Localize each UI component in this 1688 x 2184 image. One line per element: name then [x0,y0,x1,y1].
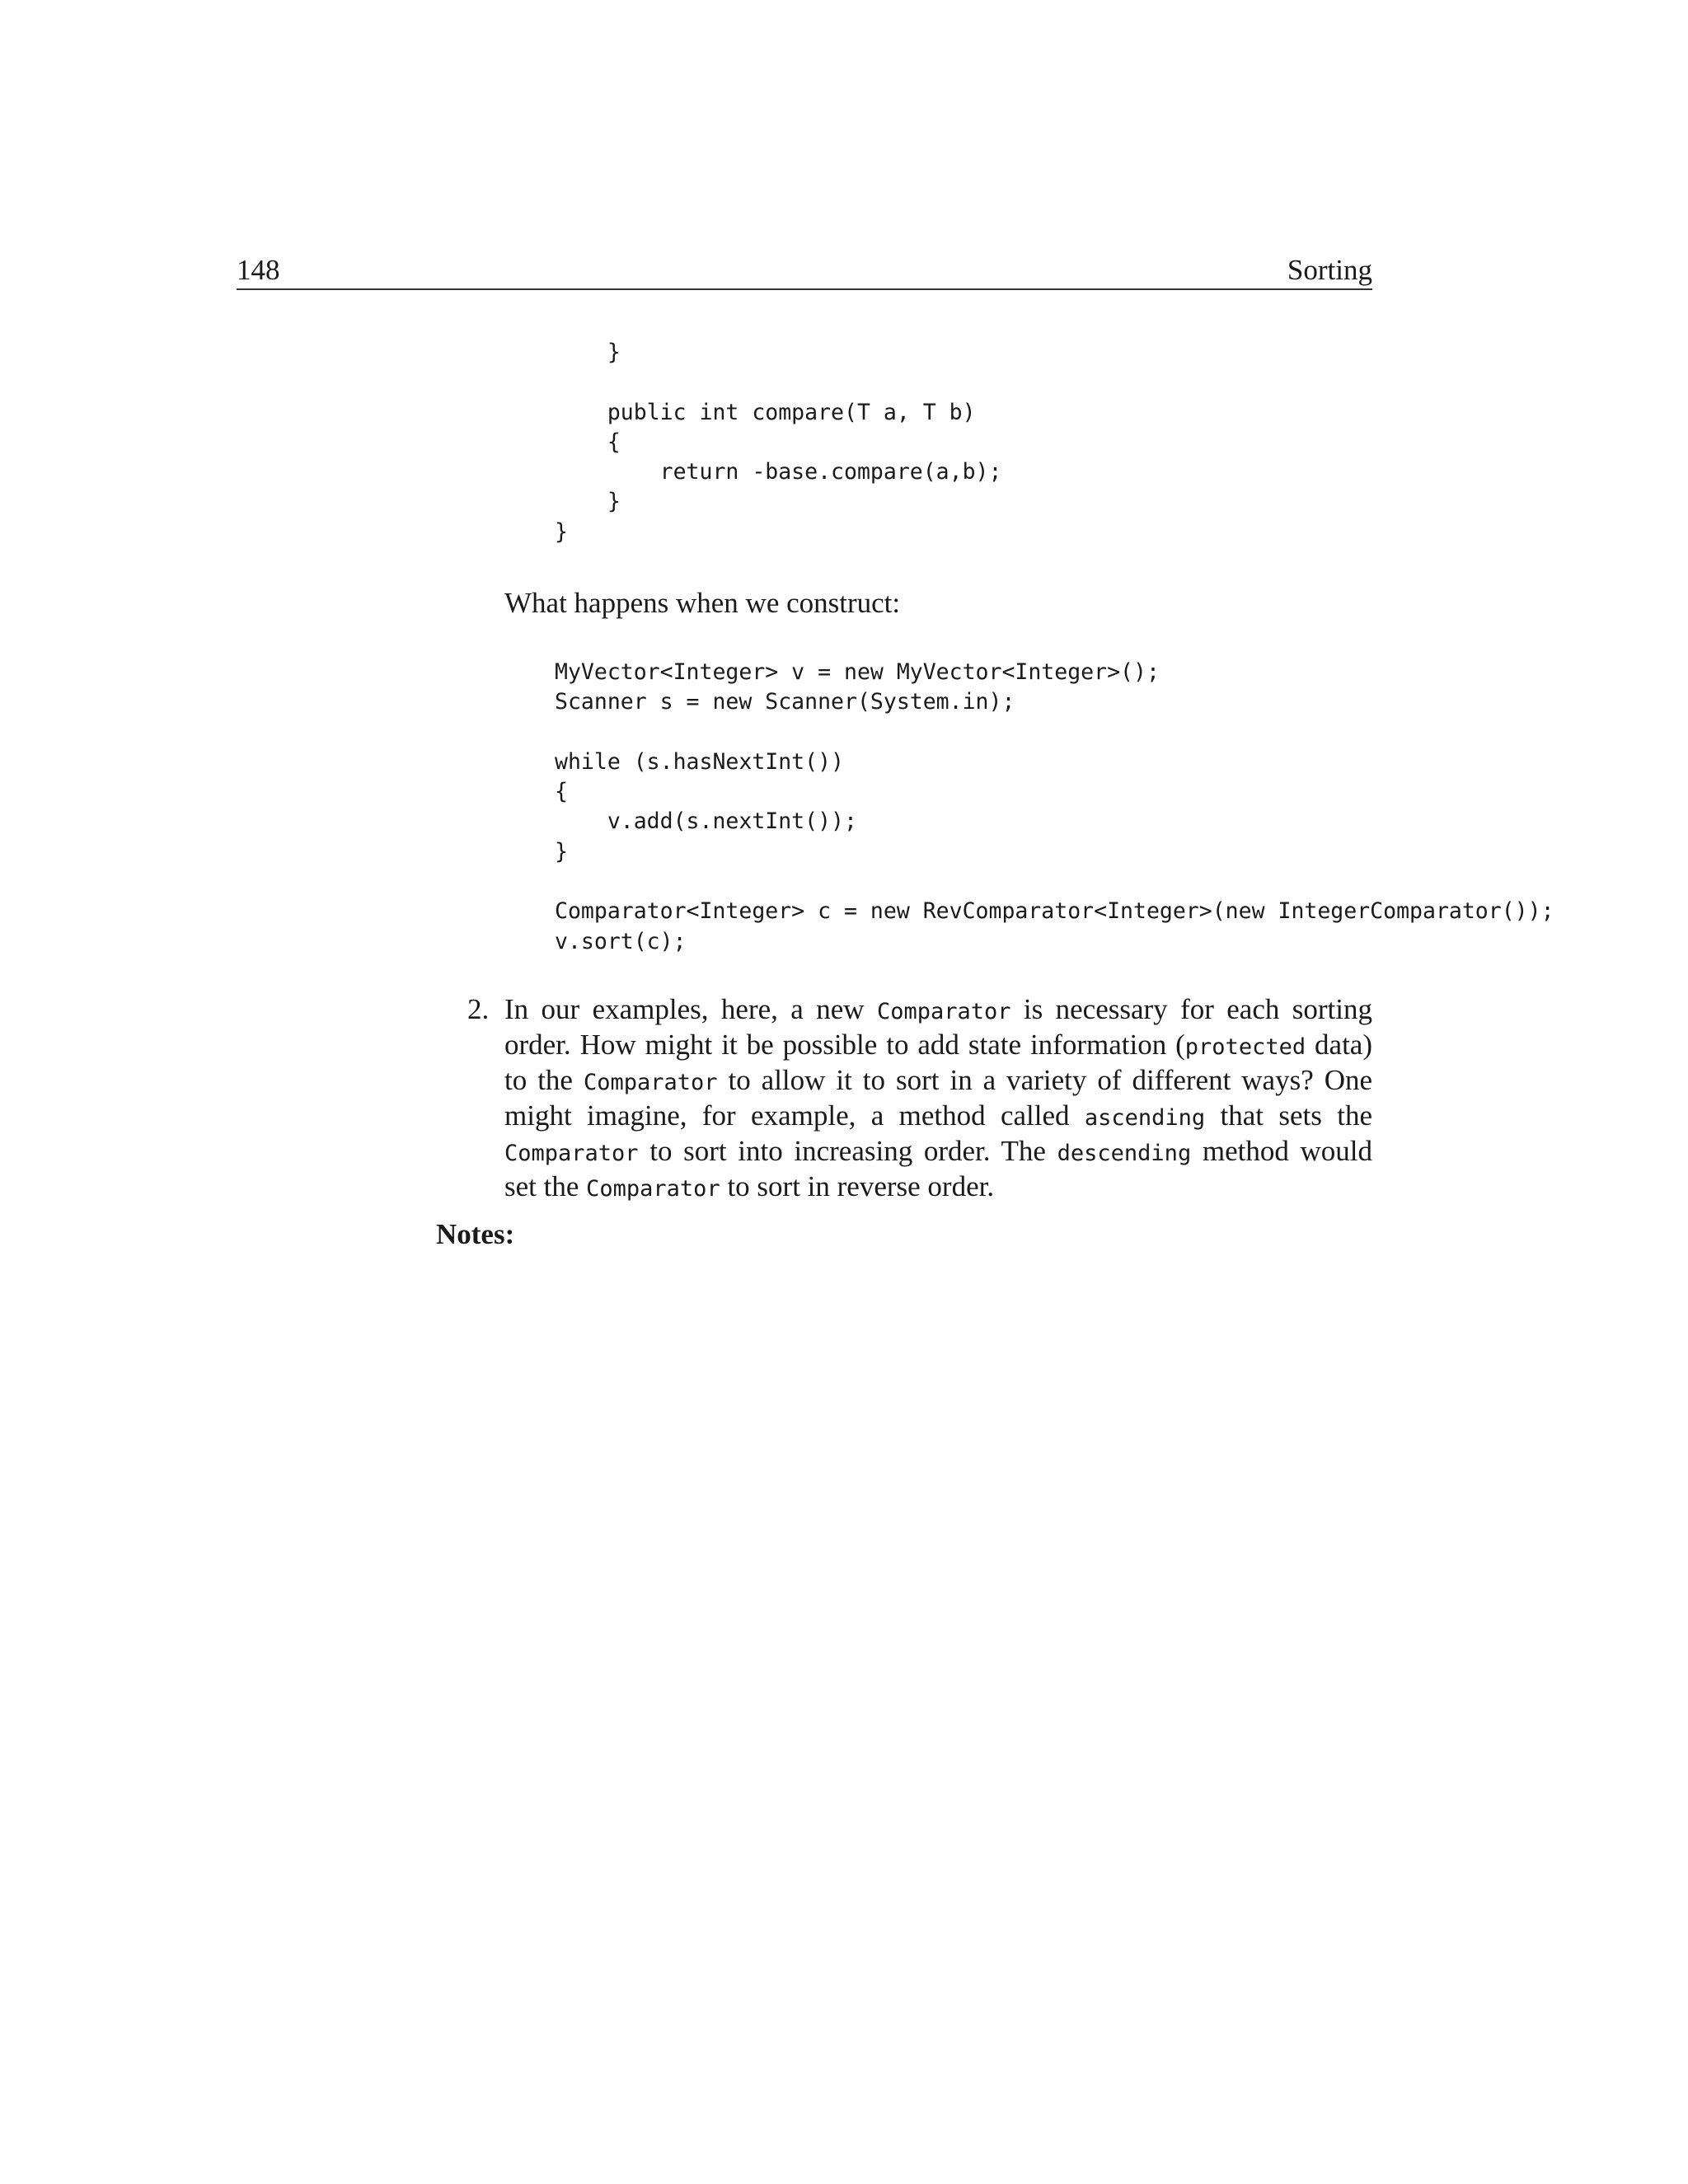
inline-code: descending [1057,1141,1192,1166]
inline-code: Comparator [586,1176,720,1202]
text-segment: that sets the [1205,1099,1372,1132]
text-segment: data) to the [504,1029,1372,1096]
code-listing-construct-example: MyVector<Integer> v = new MyVector<Integer>(); Scanner s = new Scanner(System.in); while (s.hasNextInt()) { v.add(s.nextInt()); } Comparator<Integer> c = new RevComparator<Integer>(new IntegerComparator()); v.sort(c); [555,659,1554,954]
exercise-text [504,993,1372,1206]
text-segment: to sort into increasing order. The [638,1135,1057,1167]
text-segment: In our examples, here, a new [504,993,877,1025]
inline-code: ascending [1084,1105,1206,1131]
intro-question: What happens when we construct: [504,587,901,619]
text-segment: is necessary for each sorting order. How might it be possible to add state information ( [504,993,1372,1061]
text-segment: method would set the [504,1135,1373,1202]
text-segment: to sort in reverse order. [720,1170,995,1202]
page-number: 148 [237,254,280,286]
inline-code: Comparator [504,1141,639,1166]
code-listing-rev-comparator-end: } public int compare(T a, T b) { return -base.compare(a,b); } } [555,340,1002,545]
notes-heading: Notes: [436,1218,515,1250]
text-segment: to allow it to sort in a variety of different ways? One might imagine, for example, a method called [504,1064,1373,1132]
inline-code: Comparator [583,1070,718,1095]
inline-code: Comparator [876,999,1011,1024]
exercise-number: 2. [467,993,490,1025]
chapter-title: Sorting [1287,254,1372,286]
inline-code: protected [1184,1034,1306,1060]
running-header [237,247,1372,290]
